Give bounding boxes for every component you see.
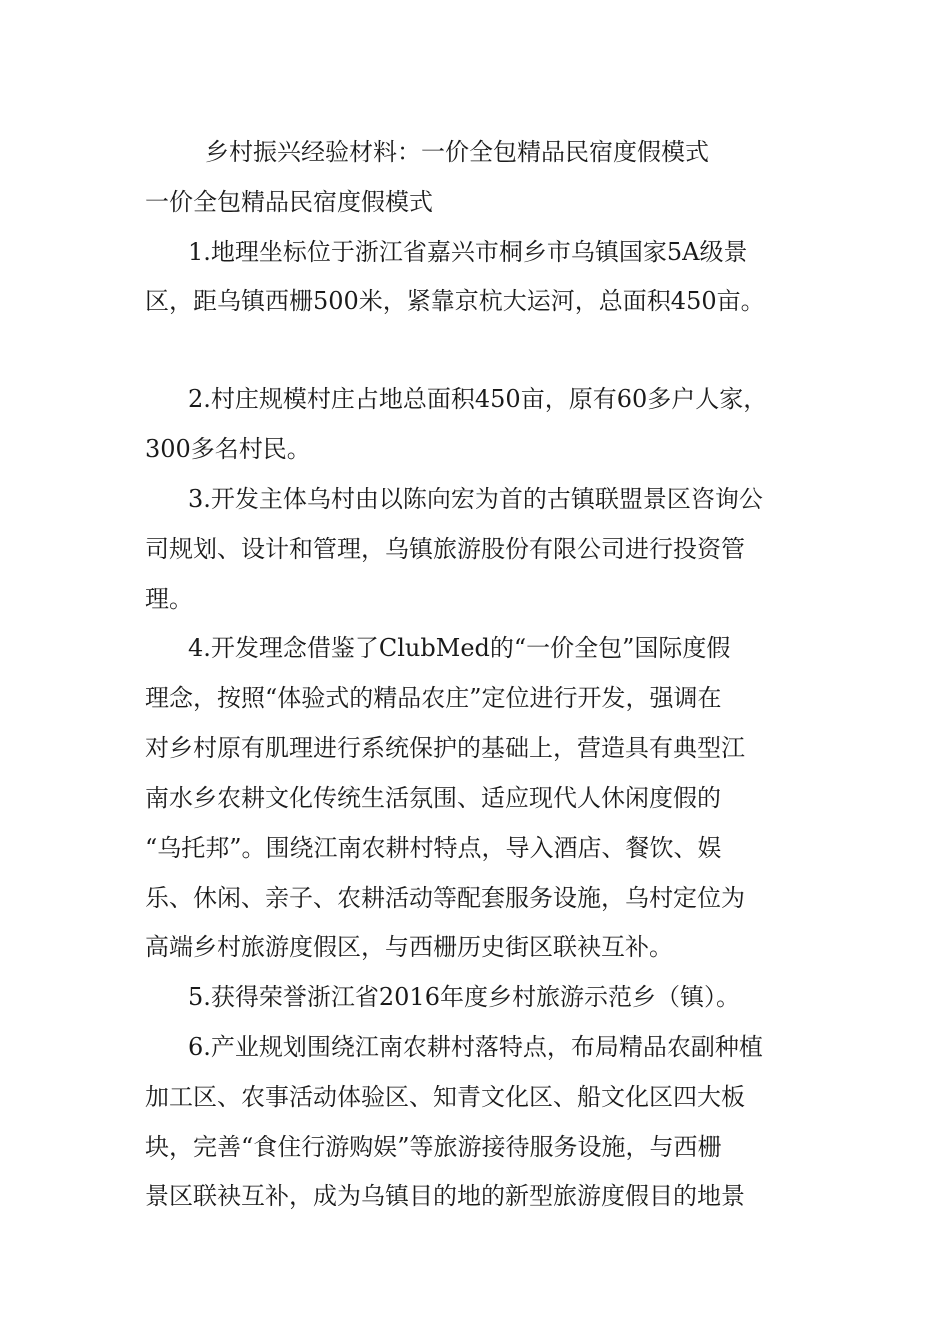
- paragraph-6-line-3: 块，完善“食住行游购娱”等旅游接待服务设施，与西栅: [145, 1133, 722, 1161]
- document-title: 乡村振兴经验材料：一价全包精品民宿度假模式: [205, 138, 709, 166]
- paragraph-1-line-2: 区，距乌镇西栅500米，紧靠京杭大运河，总面积450亩。: [145, 287, 765, 315]
- paragraph-2-line-1: 2.村庄规模村庄占地总面积450亩，原有60多户人家，: [188, 385, 768, 413]
- paragraph-4-line-5: “乌托邦”。围绕江南农耕村特点，导入酒店、餐饮、娱: [145, 834, 722, 862]
- paragraph-4-line-6: 乐、休闲、亲子、农耕活动等配套服务设施，乌村定位为: [145, 884, 745, 912]
- document-subtitle: 一价全包精品民宿度假模式: [145, 188, 433, 216]
- paragraph-3-line-1: 3.开发主体乌村由以陈向宏为首的古镇联盟景区咨询公: [188, 485, 763, 513]
- paragraph-4-line-4: 南水乡农耕文化传统生活氛围、适应现代人休闲度假的: [145, 784, 721, 812]
- paragraph-4-line-1: 4.开发理念借鉴了ClubMed的“一价全包”国际度假: [188, 634, 731, 662]
- paragraph-6-line-2: 加工区、农事活动体验区、知青文化区、船文化区四大板: [145, 1083, 745, 1111]
- paragraph-4-line-7: 高端乡村旅游度假区，与西栅历史街区联袂互补。: [145, 933, 673, 961]
- paragraph-3-line-3: 理。: [145, 585, 193, 613]
- paragraph-1-line-1: 1.地理坐标位于浙江省嘉兴市桐乡市乌镇国家5A级景: [188, 238, 748, 266]
- paragraph-4-line-3: 对乡村原有肌理进行系统保护的基础上，营造具有典型江: [145, 734, 745, 762]
- paragraph-6-line-1: 6.产业规划围绕江南农耕村落特点，布局精品农副种植: [188, 1033, 763, 1061]
- paragraph-5-line-1: 5.获得荣誉浙江省2016年度乡村旅游示范乡（镇）。: [188, 983, 740, 1011]
- paragraph-3-line-2: 司规划、设计和管理，乌镇旅游股份有限公司进行投资管: [145, 535, 745, 563]
- paragraph-6-line-4: 景区联袂互补，成为乌镇目的地的新型旅游度假目的地景: [145, 1182, 745, 1210]
- paragraph-2-line-2: 300多名村民。: [145, 435, 311, 463]
- paragraph-4-line-2: 理念，按照“体验式的精品农庄”定位进行开发，强调在: [145, 684, 722, 712]
